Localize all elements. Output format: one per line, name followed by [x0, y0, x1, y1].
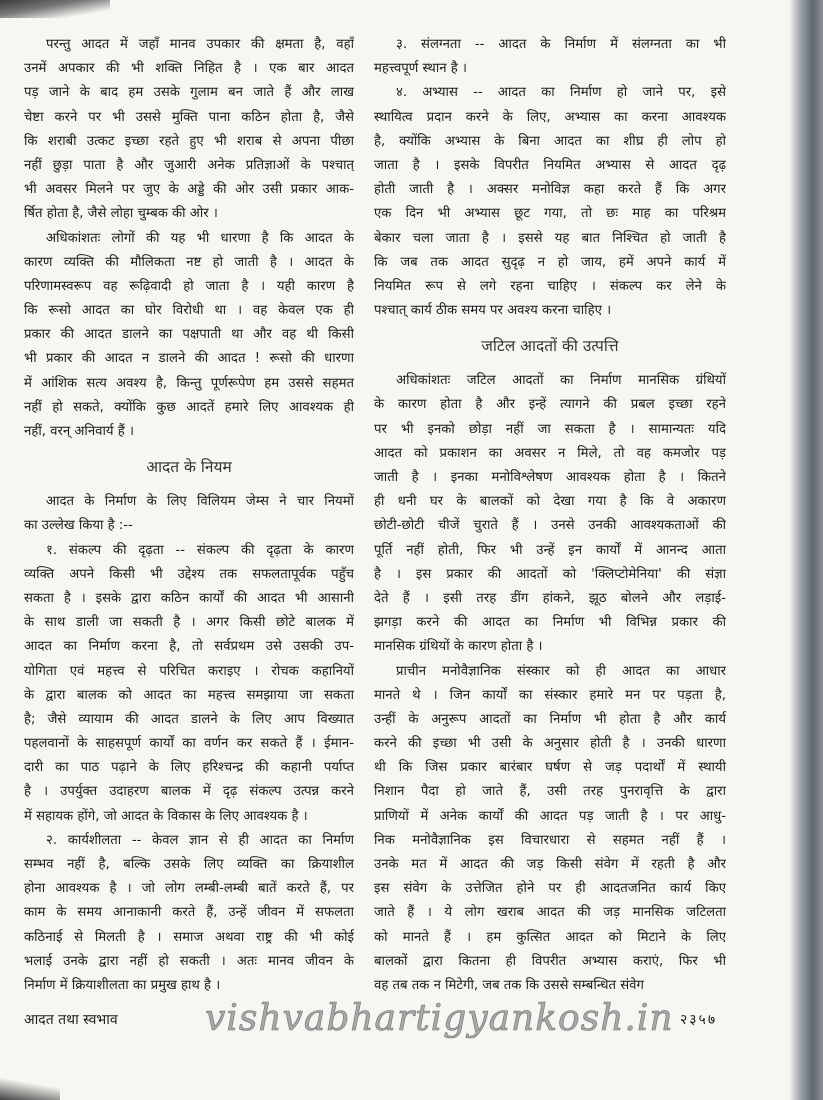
text-line: है, क्योंकि अभ्यास के बिना आदत का शीघ्र ही लोप हो	[374, 133, 726, 149]
text-line: एक दिन भी अभ्यास छूट गया, तो छः माह का परिश्रम	[374, 206, 726, 222]
text-line: करने की इच्छा भी उसी के अनुसार होती है । उनकी धारणा	[374, 736, 726, 752]
text-line: निर्माण में क्रियाशीलता का प्रमुख हाथ है ।	[24, 977, 221, 993]
text-line: के साथ डाली जा सकती है । अगर किसी छोटे बालक में	[24, 615, 354, 631]
section-heading: आदत के नियम	[146, 458, 232, 477]
text-line: भी अवसर मिलने पर जुए के अड्डे की ओर उसी प्रकार आक-	[24, 182, 354, 198]
paragraph	[374, 660, 726, 999]
paragraph	[374, 33, 726, 81]
text-line: प्राणियों में अनेक कार्यों की आदत पड़ जाती है । पर आधु-	[374, 808, 726, 824]
text-line: जाता है । इसके विपरीत नियमित अभ्यास से आदत दृढ़	[374, 157, 726, 173]
text-line: उनमें अपकार की भी शक्ति निहित है । एक बार आदत	[24, 61, 354, 77]
text-line: कि जब तक आदत सुदृढ़ न हो जाय, हमें अपने कार्य में	[374, 254, 726, 270]
text-line: बालकों द्वारा कितना ही विपरीत अभ्यास कराएं, फिर भी	[374, 953, 726, 969]
text-line: नहीं छुड़ा पाता है और जुआरी अनेक प्रतिज्ञाओं के पश्चात्	[24, 157, 354, 173]
text-line: पश्चात् कार्य ठीक समय पर अवश्य करना चाहिए ।	[374, 303, 612, 319]
text-line: योगिता एवं महत्त्व से परिचित कराइए । रोचक कहानियों	[24, 663, 354, 679]
paragraph	[24, 227, 354, 445]
text-line: वह तब तक न मिटेगी, जब तक कि उससे सम्बन्धित संवेग	[374, 977, 644, 993]
text-line: छोटी-छोटी चीजें चुराते हैं । उनसे उनकी आवश्यकताओं की	[374, 518, 726, 534]
text-line: है । उपर्युक्त उदाहरण बालक में दृढ़ संकल्प उत्पन्न करने	[24, 784, 354, 800]
text-line: इस संवेग के उत्तेजित होने पर ही आदतजनित कार्य किए	[374, 881, 726, 897]
text-line: आदत के निर्माण के लिए विलियम जेम्स ने चार नियमों	[46, 494, 354, 510]
text-line: जाती है । इनका मनोविश्लेषण आवश्यक होता है । कितने	[374, 470, 726, 485]
text-line: में आंशिक सत्य अवश्य है, किन्तु पूर्णरूपेण हम उससे सहमत	[24, 375, 354, 391]
text-line: पर भी इनको छोड़ा नहीं जा सकता है । सामान्यतः यदि	[374, 421, 726, 437]
text-line: ३. संलग्नता -- आदत के निर्माण में संलग्नता का भी	[396, 37, 726, 52]
text-line: बेकार चला जाता है । इससे यह बात निश्चित हो जाती है	[374, 230, 726, 246]
section-heading: जटिल आदतों की उत्पत्ति	[481, 337, 619, 356]
text-line: व्यक्ति अपने किसी भी उद्देश्य तक सफलतापूर्वक पहुँच	[24, 566, 354, 582]
text-line: निशान पैदा हो जाते हैं, उसी तरह पुनरावृत्ति के द्वारा	[374, 784, 726, 800]
text-line: झगड़ा करने की आदत का निर्माण भी विभिन्न प्रकार की	[374, 615, 726, 631]
text-line: में सहायक होंगे, जो आदत के विकास के लिए आवश्यक है ।	[24, 808, 308, 824]
text-line: का उल्लेख किया है :--	[24, 518, 133, 534]
text-line: के कारण होता है और इन्हें त्यागने की प्रबल इच्छा रहने	[374, 397, 726, 413]
right-column	[374, 33, 726, 998]
text-line: उन्हीं के अनुरूप आदतों का निर्माण भी होता है और कार्य	[374, 711, 726, 727]
text-line: कि शराबी उत्कट इच्छा रहते हुए भी शराब से अपना पीछा	[24, 133, 354, 149]
text-line: के द्वारा बालक को आदत का महत्त्व समझाया जा सकता	[24, 687, 354, 703]
text-line: पहलवानों के साहसपूर्ण कार्यों का वर्णन कर सकते हैं । ईमान-	[24, 736, 354, 752]
text-line: परन्तु आदत में जहाँ मानव उपकार की क्षमता है, वहाँ	[46, 37, 354, 52]
paragraph	[24, 33, 354, 227]
left-column	[24, 33, 354, 998]
scan-shadow-bottom-left	[0, 1078, 60, 1100]
text-line: थी कि जिस प्रकार बारंबार घर्षण से जड़ पदार्थों में स्थायी	[374, 760, 726, 776]
text-line: कठिनाई से मिलती है । समाज अथवा राष्ट्र की भी कोई	[24, 929, 354, 945]
watermark: vishvabhartigyankosh.in	[205, 998, 674, 1039]
paragraph	[24, 829, 354, 998]
text-line: कि रूसो आदत का घोर विरोधी था । वह केवल एक ही	[24, 303, 354, 319]
text-line: होना आवश्यक है । जो लोग लम्बी-लम्बी बातें करते हैं, पर	[24, 881, 354, 897]
text-line: भी प्रकार की आदत न डालने की आदत ! रूसो की धारणा	[24, 351, 354, 367]
text-line: नहीं, वरन् अनिवार्य हैं ।	[24, 424, 134, 439]
text-line: सकता है । इसके द्वारा कठिन कार्यों की आदत भी आसानी	[24, 590, 354, 606]
text-line: १. संकल्प की दृढ़ता -- संकल्प की दृढ़ता के कारण	[46, 542, 354, 558]
paragraph	[24, 539, 354, 829]
text-line: काम के समय आनाकानी करते हैं, उन्हें जीवन में सफलता	[24, 905, 354, 921]
text-line: को मानते हैं । हम कुत्सित आदत को मिटाने के लिए	[374, 929, 726, 945]
text-line: भलाई उनके द्वारा नहीं हो सकती । अतः मानव जीवन के	[24, 953, 354, 969]
page-number: २३५७	[680, 1012, 718, 1028]
text-line: २. कार्यशीलता -- केवल ज्ञान से ही आदत का निर्माण	[46, 832, 354, 848]
text-line: उनके मत में आदत की जड़ किसी संवेग में रहती है और	[374, 857, 726, 872]
text-line: नियमित रूप से लगे रहना चाहिए । संकल्प कर लेने के	[374, 278, 726, 294]
text-line: आदत को प्रकाशन का अवसर न मिले, तो वह कमजोर पड़	[374, 445, 726, 461]
text-line: मानते थे । जिन कार्यों का संस्कार हमारे मन पर पड़ता है,	[374, 687, 726, 703]
text-line: है; जैसे व्यायाम की आदत डालने के लिए आप विख्यात	[24, 711, 354, 727]
paragraph	[374, 81, 726, 323]
text-line: र्षित होता है, जैसे लोहा चुम्बक की ओर ।	[24, 206, 218, 222]
text-line: सम्भव नहीं है, बल्कि उसके लिए व्यक्ति का क्रियाशील	[24, 857, 354, 872]
text-line: परिणामस्वरूप वह रूढ़िवादी हो जाता है । यही कारण है	[24, 278, 354, 294]
text-line: प्राचीन मनोवैज्ञानिक संस्कार को ही आदत का आधार	[396, 663, 726, 679]
text-line: ४. अभ्यास -- आदत का निर्माण हो जाने पर, इसे	[396, 85, 726, 101]
text-line: प्रकार की आदत डालने का पक्षपाती था और वह थी किसी	[24, 327, 354, 343]
text-line: अधिकांशतः जटिल आदतों का निर्माण मानसिक ग्रंथियों	[396, 373, 726, 389]
text-line: स्थायित्व प्रदान करने के लिए, अभ्यास का करना आवश्यक	[374, 109, 726, 125]
text-line: कारण व्यक्ति की मौलिकता नष्ट हो जाती है । आदत के	[24, 254, 354, 270]
text-line: पूर्ति नहीं होती, फिर भी उन्हें इन कार्यों में आनन्द आता	[374, 542, 726, 558]
text-line: मानसिक ग्रंथियों के कारण होता है ।	[374, 639, 543, 655]
text-line: नहीं हो सकते, क्योंकि कुछ आदतें हमारे लिए आवश्यक ही	[24, 399, 354, 415]
text-line: पड़ जाने के बाद हम उसके गुलाम बन जाते हैं और लाख	[24, 85, 354, 101]
text-line: अधिकांशतः लोगों की यह भी धारणा है कि आदत के	[46, 230, 354, 246]
paragraph	[374, 369, 726, 659]
text-line: दारी का पाठ पढ़ाने के लिए हरिश्चन्द्र की कहानी पर्याप्त	[24, 760, 354, 776]
text-line: आदत का निर्माण करना है, तो सर्वप्रथम उसे उसकी उप-	[24, 639, 354, 655]
text-line: ही धनी घर के बालकों को देखा गया है कि वे अकारण	[374, 494, 726, 510]
text-line: होती जाती है । अक्सर मनोविज्ञ कहा करते हैं कि अगर	[374, 182, 726, 198]
text-line: चेष्टा करने पर भी उससे मुक्ति पाना कठिन होता है, जैसे	[24, 109, 354, 125]
text-line: महत्त्वपूर्ण स्थान है ।	[374, 61, 467, 77]
running-footer-title: आदत तथा स्वभाव	[24, 1012, 118, 1028]
text-line: निक मनोवैज्ञानिक इस विचारधारा से सहमत नहीं हैं ।	[374, 832, 726, 848]
paragraph	[24, 490, 354, 538]
text-line: जाते हैं । ये लोग खराब आदत की जड़ मानसिक जटिलता	[374, 905, 726, 921]
book-binding-edge	[789, 0, 823, 1100]
text-line: है । इस प्रकार की आदतों को 'क्लिप्टोमेनिया' की संज्ञा	[374, 566, 726, 582]
text-line: देते हैं । इसी तरह डींग हांकने, झूठ बोलने और लड़ाई-	[374, 590, 726, 606]
scan-shadow-top-left	[0, 0, 110, 18]
